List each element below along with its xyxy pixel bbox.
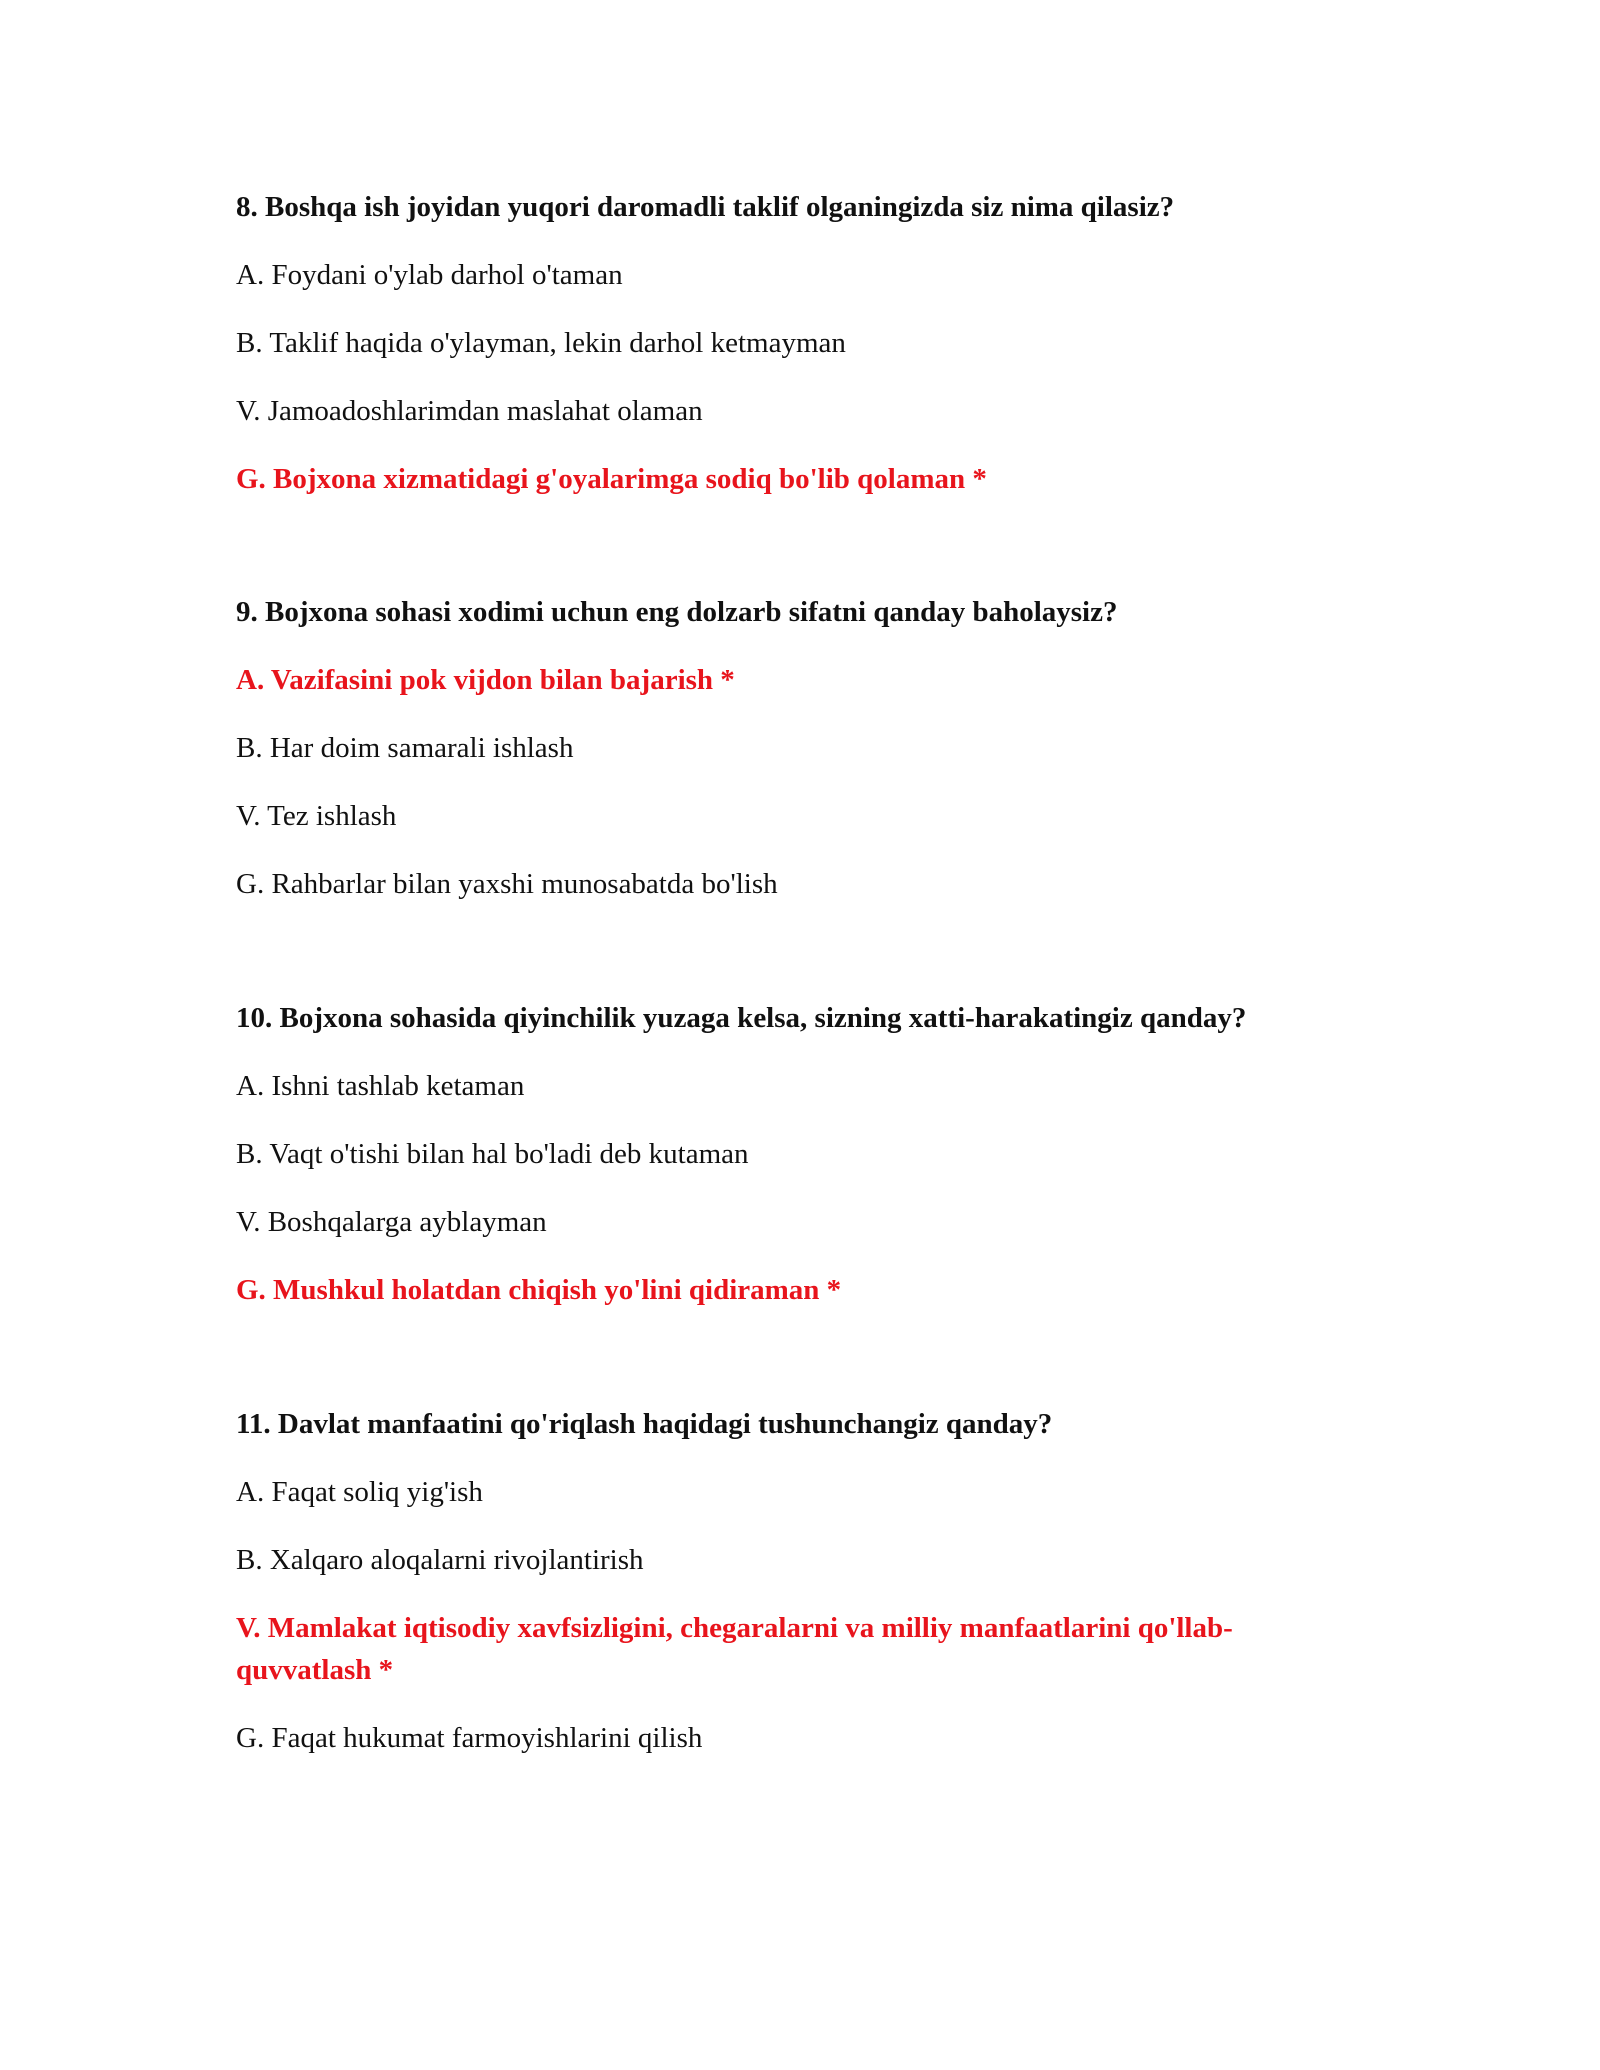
option-v-correct: V. Mamlakat iqtisodiy xavfsizligini, chegaralarni va milliy manfaatlarini qo'llab-quvvatlash * [236, 1612, 1233, 1686]
option-a: A. Ishni tashlab ketaman [236, 1070, 525, 1102]
question-title: 10. Bojxona sohasida qiyinchilik yuzaga kelsa, sizning xatti-harakatingiz qanday? [236, 1002, 1247, 1034]
question-9 [236, 591, 1366, 931]
question-10 [236, 997, 1366, 1337]
option-v: V. Boshqalarga ayblayman [236, 1206, 547, 1238]
question-title: 11. Davlat manfaatini qo'riqlash haqidagi tushunchangiz qanday? [236, 1408, 1053, 1440]
option-g: G. Faqat hukumat farmoyishlarini qilish [236, 1722, 703, 1754]
option-g-correct: G. Bojxona xizmatidagi g'oyalarimga sodiq bo'lib qolaman * [236, 463, 987, 495]
option-a: A. Faqat soliq yig'ish [236, 1476, 483, 1508]
option-g: G. Rahbarlar bilan yaxshi munosabatda bo'lish [236, 868, 778, 900]
option-b: B. Har doim samarali ishlash [236, 732, 574, 764]
option-v: V. Tez ishlash [236, 800, 397, 832]
option-v: V. Jamoadoshlarimdan maslahat olaman [236, 395, 703, 427]
option-a: A. Foydani o'ylab darhol o'taman [236, 259, 623, 291]
option-b: B. Xalqaro aloqalarni rivojlantirish [236, 1544, 644, 1576]
question-title: 9. Bojxona sohasi xodimi uchun eng dolzarb sifatni qanday baholaysiz? [236, 596, 1118, 628]
question-title: 8. Boshqa ish joyidan yuqori daromadli taklif olganingizda siz nima qilasiz? [236, 191, 1175, 223]
option-b: B. Taklif haqida o'ylayman, lekin darhol ketmayman [236, 327, 846, 359]
option-a-correct: A. Vazifasini pok vijdon bilan bajarish * [236, 664, 735, 696]
question-11 [236, 1403, 1366, 1785]
option-g-correct: G. Mushkul holatdan chiqish yo'lini qidiraman * [236, 1274, 842, 1306]
question-8 [236, 186, 1366, 526]
option-b: B. Vaqt o'tishi bilan hal bo'ladi deb kutaman [236, 1138, 749, 1170]
